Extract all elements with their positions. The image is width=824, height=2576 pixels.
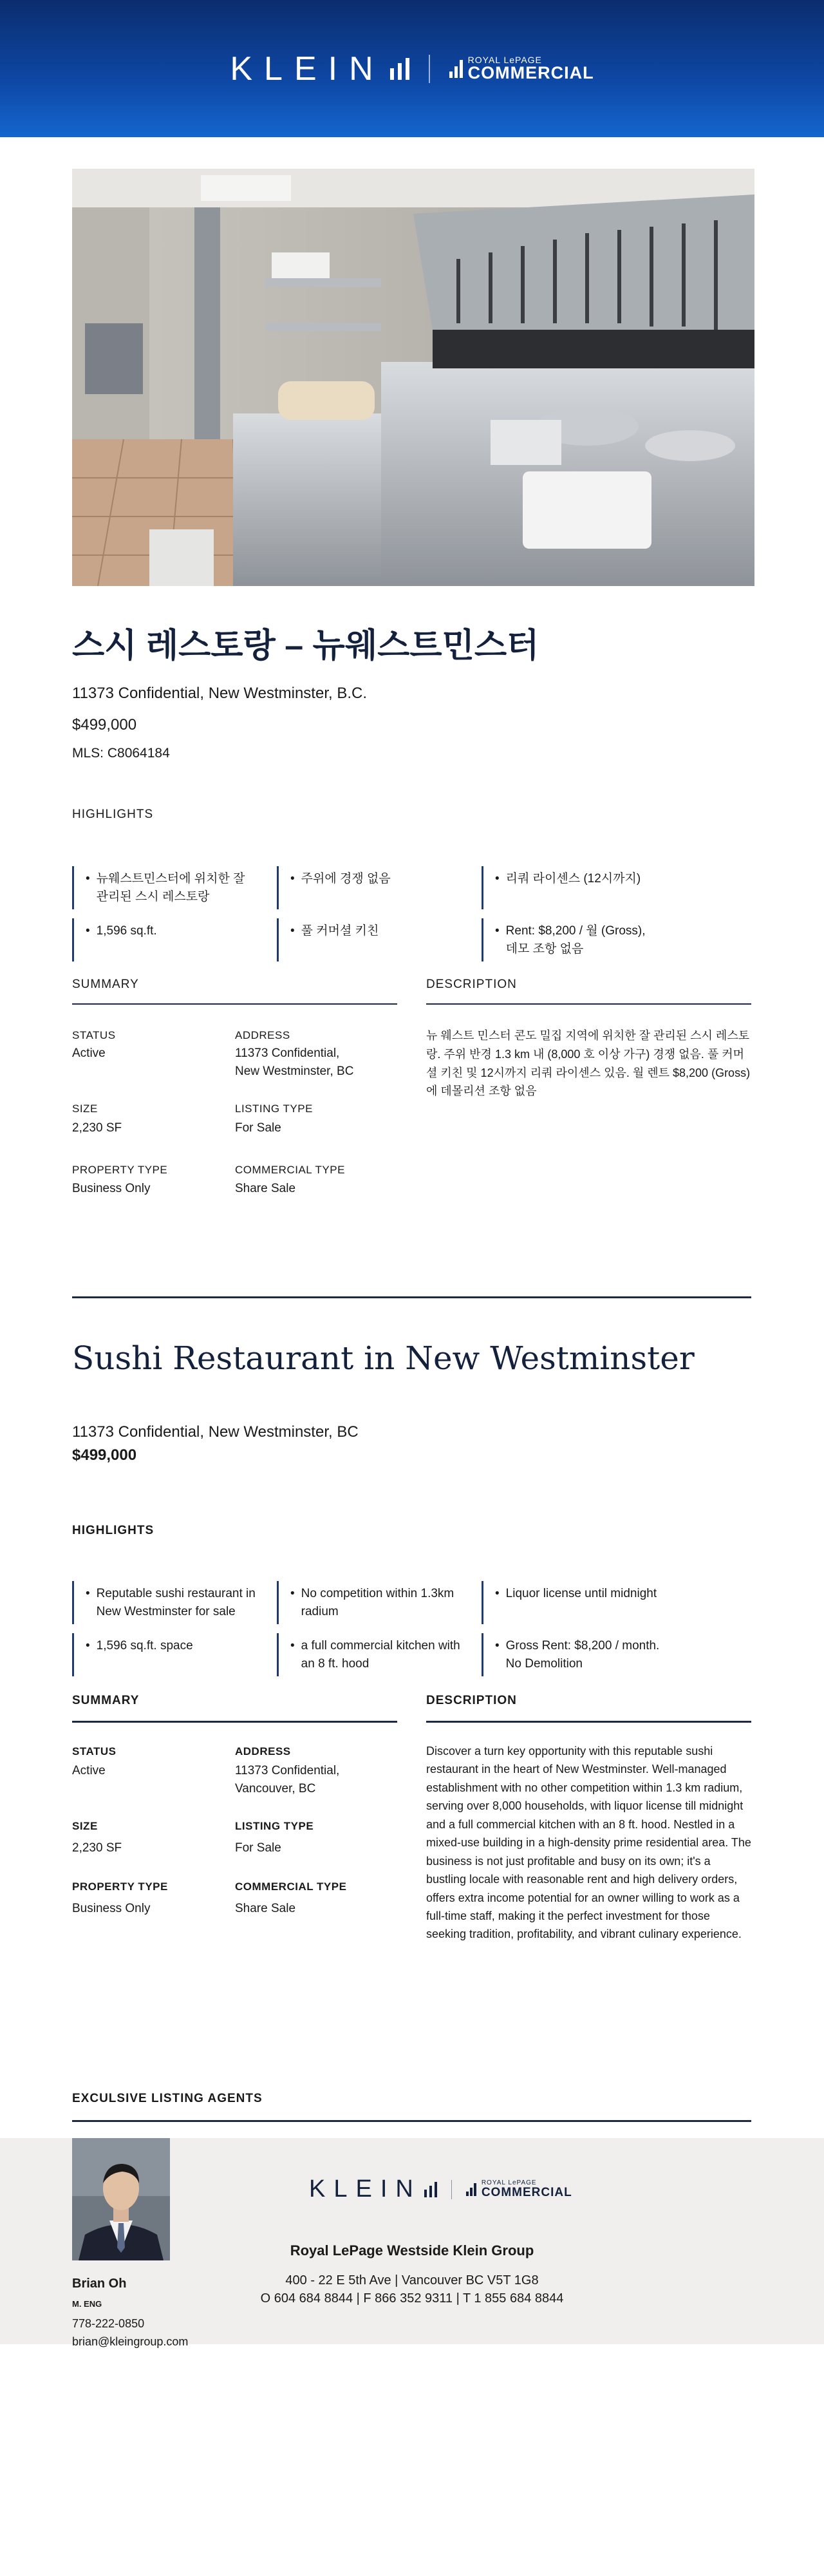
description-heading-english: DESCRIPTION [426,1694,517,1707]
highlight-item: • 주위에 경쟁 없음 [277,866,482,909]
property-type-value: Business Only [72,1182,151,1195]
highlight-item: • 1,596 sq.ft. space [72,1633,277,1676]
royal-lepage-bars-icon [466,2183,476,2196]
description-text-english: Discover a turn key opportunity with this reputable sushi restaurant in the heart of New Westminster. Well-managed establishment with no other competition within 1.3 km radium, serving over 8,000 households, with liquor license till midnight and a full commercial kitchen with an 8 ft. hood. Nestled in a mixed-use building in a high-density prime residential area. The business is not just profitable and busy on its own; it's a bustling locale with reasonable rent and high delivery orders, offers extra income potential for an owner willing to work as a full-time staff, making it the perfect investment for those seeking tradition, profitability, and vibrant culinary experience. [426,1745,751,1941]
highlight-item: • a full commercial kitchen with an 8 ft. hood [277,1633,482,1676]
office-name: Royal LePage Westside Klein Group [290,2242,534,2259]
property-type-label: PROPERTY TYPE [72,1164,168,1176]
highlight-item: • Gross Rent: $8,200 / month. No Demolition [482,1633,754,1676]
description-text-korean: 뉴 웨스트 민스터 콘도 밀집 지역에 위치한 잘 관리된 스시 레스토랑. 주위 반경 1.3 km 내 (8,000 호 이상 가구) 경쟁 없음. 풀 커머셜 키친 및 12시까지 리쿼 라이센스 있음. 월 렌트 $8,200 (Gross)에 데몰리션 조항 없음 [426,1029,751,1098]
mls-number: MLS: C8064184 [72,746,170,761]
listing-type-value: For Sale [235,1121,281,1135]
address-value: 11373 Confidential, Vancouver, BC [235,1764,340,1795]
listing-price-english: $499,000 [72,1446,137,1464]
size-label: SIZE [72,1820,98,1832]
highlight-item: • 뉴웨스트민스터에 위치한 잘 관리된 스시 레스토랑 [72,866,277,909]
klein-wordmark: KLEIN [230,50,385,88]
logo-divider [429,55,430,83]
description-heading-korean: DESCRIPTION [426,978,517,991]
property-type-value: Business Only [72,1902,151,1915]
listing-type-label: LISTING TYPE [235,1103,313,1115]
office-address: 400 - 22 E 5th Ave | Vancouver BC V5T 1G8 [285,2273,539,2287]
page-header [0,0,824,137]
agent-phone[interactable]: 778-222-0850 [72,2317,145,2330]
commercial-type-label: COMMERCIAL TYPE [235,1880,347,1893]
highlight-item: • 리쿼 라이센스 (12시까지) [482,866,754,909]
address-value: 11373 Confidential, New Westminster, BC [235,1046,354,1078]
agent-email[interactable]: brian@kleingroup.com [72,2335,189,2348]
partner-small-text: ROYAL LePAGE [467,55,542,65]
listing-address-korean: 11373 Confidential, New Westminster, B.C. [72,685,367,702]
office-phones: O 604 684 8844 | F 866 352 9311 | T 1 855 684 8844 [260,2291,564,2306]
highlight-item: • 1,596 sq.ft. [72,918,277,961]
logo-divider [451,2180,452,2199]
address-label: ADDRESS [235,1029,290,1041]
listing-title-english: Sushi Restaurant in New Westminster [72,1340,695,1377]
royal-lepage-bars-icon [449,60,463,78]
summary-heading-english: SUMMARY [72,1694,140,1707]
size-value: 2,230 SF [72,1121,122,1135]
agent-photo [72,2138,170,2260]
listing-title-korean: 스시 레스토랑 – 뉴웨스트민스터 [72,627,539,665]
klein-bars-icon [390,58,409,80]
listing-address-english: 11373 Confidential, New Westminster, BC [72,1423,359,1441]
highlight-item: • 풀 커머셜 키친 [277,918,482,961]
status-value: Active [72,1046,106,1060]
listing-type-value: For Sale [235,1841,281,1855]
description-divider [426,1003,751,1005]
highlight-item: • No competition within 1.3km radium [277,1581,482,1624]
language-divider [72,1296,751,1298]
commercial-type-label: COMMERCIAL TYPE [235,1164,345,1176]
highlights-list-english [72,1581,754,1676]
description-divider [426,1721,751,1723]
listing-price-korean: $499,000 [72,716,137,734]
partner-big-text: COMMERCIAL [467,63,594,82]
status-label: STATUS [72,1029,116,1041]
summary-heading-korean: SUMMARY [72,978,139,991]
commercial-type-value: Share Sale [235,1902,296,1915]
listing-type-label: LISTING TYPE [235,1820,314,1832]
footer-logo [309,2175,572,2203]
size-label: SIZE [72,1103,98,1115]
highlight-item: • Reputable sushi restaurant in New Westminster for sale [72,1581,277,1624]
agents-divider [72,2120,751,2122]
royal-lepage-commercial-logo [449,55,594,82]
address-label: ADDRESS [235,1745,291,1757]
highlights-heading-english: HIGHLIGHTS [72,1524,154,1537]
agent-credential: M. ENG [72,2299,102,2309]
summary-divider [72,1721,397,1723]
listing-agents-heading: EXCULSIVE LISTING AGENTS [72,2092,263,2105]
highlights-heading-korean: HIGHLIGHTS [72,808,154,821]
restaurant-kitchen-photo [72,169,754,586]
commercial-type-value: Share Sale [235,1182,296,1195]
klein-bars-icon [424,2182,437,2197]
summary-divider [72,1003,397,1005]
highlights-list-korean [72,866,754,961]
property-type-label: PROPERTY TYPE [72,1880,168,1893]
status-value: Active [72,1764,106,1777]
size-value: 2,230 SF [72,1841,122,1855]
status-label: STATUS [72,1745,117,1757]
highlight-item: • Liquor license until midnight [482,1581,754,1624]
agent-name: Brian Oh [72,2277,127,2291]
royal-lepage-commercial-logo-small: ROYAL LePAGE COMMERCIAL [466,2180,572,2199]
klein-logo [230,50,409,88]
highlight-item: • Rent: $8,200 / 월 (Gross), 데모 조항 없음 [482,918,754,961]
klein-logo-small: KLEIN [309,2175,437,2203]
